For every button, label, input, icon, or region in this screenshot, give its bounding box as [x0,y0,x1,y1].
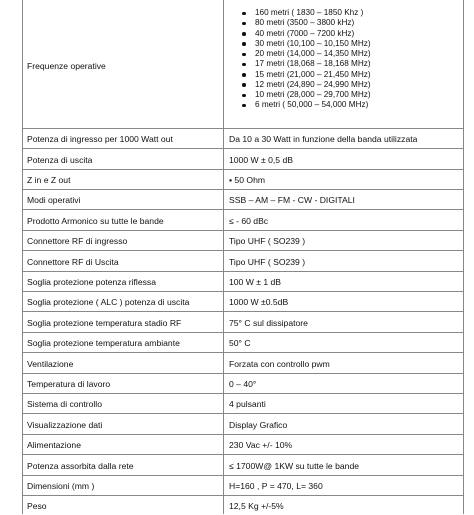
spec-row [23,413,463,435]
spec-label: Visualizzazione dati [27,420,103,430]
spec-value: ▪ 50 Ohm [229,175,266,185]
bullet-icon [242,22,246,26]
spec-row [23,291,463,312]
bullet-icon [242,32,246,36]
spec-row-frequencies [23,0,463,128]
band-item: 160 metri ( 1830 – 1850 Khz ) [237,8,371,18]
spec-row [23,332,463,353]
spec-label: Soglia protezione temperatura ambiante [27,338,180,348]
spec-value: ≤ - 60 dBc [229,216,269,226]
spec-label: Prodotto Armonico su tutte le bande [27,216,164,226]
spec-value: Display Grafico [229,420,288,430]
spec-label: Modi operativi [27,195,81,205]
spec-value: ≤ 1700W@ 1KW su tutte le bande [229,461,360,471]
spec-row [23,352,463,374]
spec-row [23,434,463,455]
spec-value: Tipo UHF ( SO239 ) [229,257,306,267]
spec-value: 50° C [229,338,251,348]
spec-row [23,189,463,210]
spec-label: Potenza di uscita [27,155,93,165]
bullet-icon [242,63,246,67]
band-item: 30 metri (10,100 – 10,150 MHz) [237,39,371,49]
spec-label: Frequenze operative [27,61,106,71]
band-item: 15 metri (21,000 – 21,450 MHz) [237,70,371,80]
spec-label: Dimensioni (mm ) [27,481,95,491]
spec-value: 75° C sul dissipatore [229,318,308,328]
band-item: 40 metri (7000 – 7200 kHz) [237,29,371,39]
spec-label: Ventilazione [27,359,74,369]
band-item: 17 metri (18,068 – 18,168 MHz) [237,59,371,69]
spec-label: Potenza di ingresso per 1000 Watt out [27,134,173,144]
spec-label: Sistema di controllo [27,399,102,409]
spec-row [23,271,463,292]
spec-row [23,209,463,231]
spec-row [23,230,463,251]
band-item: 10 metri (28,000 – 29,700 MHz) [237,90,371,100]
spec-value: 4 pulsanti [229,399,266,409]
frequency-band-list [237,8,371,111]
spec-value: Da 10 a 30 Watt in funzione della banda utilizzata [229,134,418,144]
band-item: 80 metri (3500 – 3800 kHz) [237,18,371,28]
spec-label: Soglia protezione temperatura stadio RF [27,318,182,328]
spec-value: 100 W ± 1 dB [229,277,282,287]
bullet-icon [242,104,246,108]
spec-label: Potenza assorbita dalla rete [27,461,134,471]
spec-value: 1000 W ± 0,5 dB [229,155,293,165]
band-item: 12 metri (24,890 – 24,990 MHz) [237,80,371,90]
spec-value: 0 – 40° [229,379,257,389]
spec-label: Soglia protezione potenza riflessa [27,277,156,287]
bullet-icon [242,42,246,46]
spec-value: H=160 , P = 470, L= 360 [229,481,323,491]
spec-row [23,148,463,170]
spec-value: 1000 W ±0.5dB [229,297,289,307]
spec-value: 12,5 Kg +/-5% [229,501,284,511]
spec-table [22,0,464,514]
bullet-icon [242,53,246,57]
spec-row [23,373,463,394]
spec-row [23,454,463,476]
bullet-icon [242,73,246,77]
bullet-icon [242,83,246,87]
spec-label: Alimentazione [27,440,81,450]
spec-label: Connettore RF di ingresso [27,236,128,246]
bullet-icon [242,12,246,16]
spec-row [23,169,463,190]
bullet-icon [242,94,246,98]
spec-label: Temperatura di lavoro [27,379,111,389]
band-item: 6 metri ( 50,000 – 54,000 MHz) [237,100,371,110]
spec-label: Connettore RF di Uscita [27,257,119,267]
spec-row [23,475,463,496]
spec-value: Tipo UHF ( SO239 ) [229,236,306,246]
spec-label: Z in e Z out [27,175,71,185]
spec-row [23,311,463,333]
spec-value: Forzata con controllo pwm [229,359,330,369]
spec-value: SSB – AM – FM - CW - DIGITALI [229,195,355,205]
spec-row [23,495,463,515]
band-item: 20 metri (14,000 – 14,350 MHz) [237,49,371,59]
spec-value: 230 Vac +/- 10% [229,440,293,450]
spec-row [23,250,463,272]
spec-row [23,128,463,149]
spec-label: Peso [27,501,47,511]
spec-label: Soglia protezione ( ALC ) potenza di uscita [27,297,190,307]
spec-row [23,393,463,414]
